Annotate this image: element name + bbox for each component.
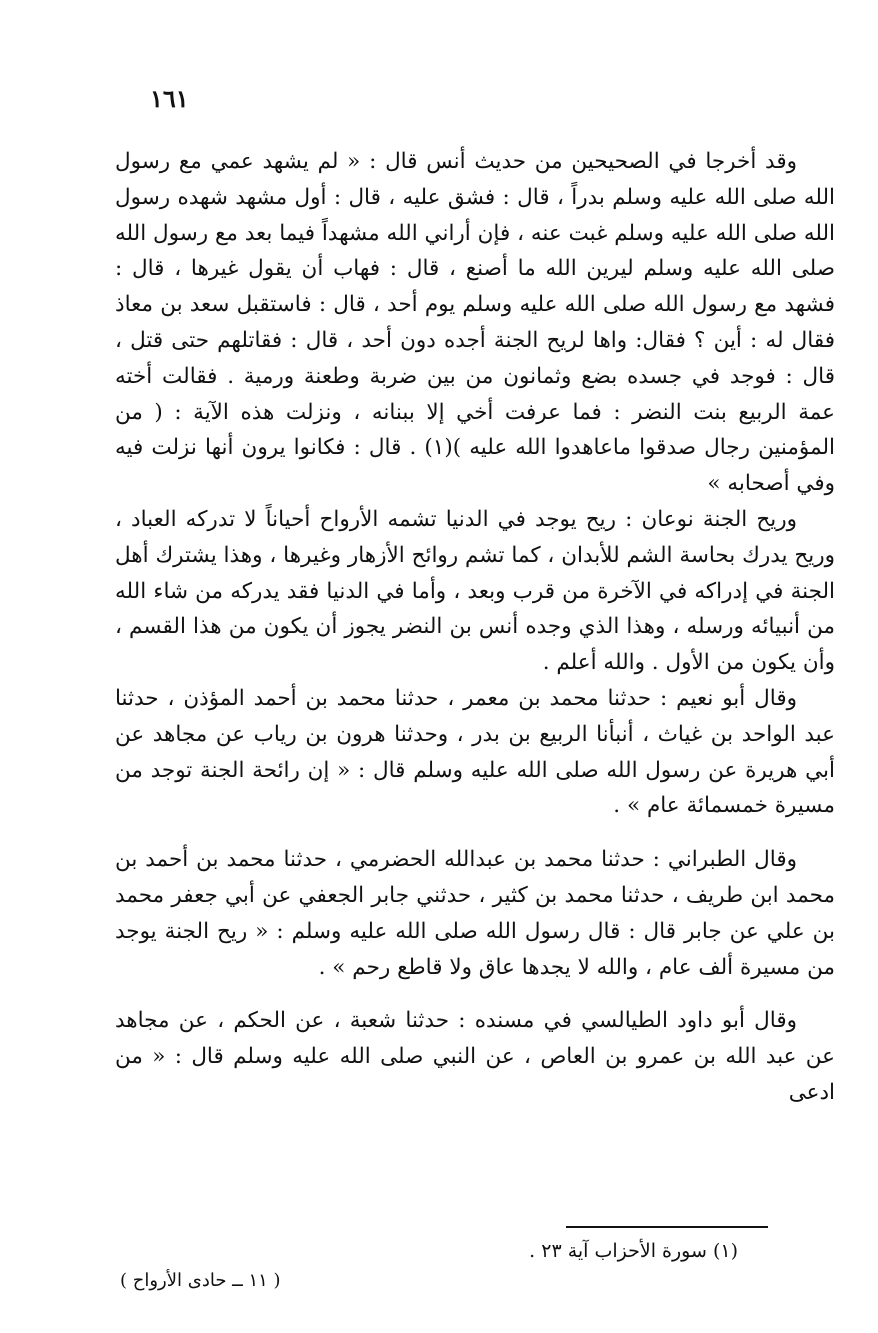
body-text	[115, 144, 835, 1111]
page-number: ١٦١	[150, 84, 189, 113]
footnote-divider	[566, 1226, 768, 1228]
printer-signature: ( ١١ ــ حادى الأرواح )	[120, 1270, 281, 1291]
paragraph-scent-types: وريح الجنة نوعان : ريح يوجد في الدنيا تشمه الأرواح أحياناً لا تدركه العباد ، وريح يدرك بحاسة الشم للأبدان ، كما تشم روائح الأزهار وغيرها ، وهذا يشترك أهل الجنة في إدراكه في الآخرة من قرب وبعد ، وأما في الدنيا فقد يدركه من شاء الله من أنبيائه ورسله ، وهذا الذي وجده أنس بن النضر يجوز أن يكون من هذا القسم ، وأن يكون من الأول . والله أعلم .	[115, 506, 835, 676]
paragraph-tayalisi: وقال أبو داود الطيالسي في مسنده : حدثنا شعبة ، عن الحكم ، عن مجاهد عن عبد الله بن عمرو بن العاص ، عن النبي صلى الله عليه وسلم قال : « من ادعى	[115, 1008, 835, 1105]
paragraph-tabarani: وقال الطبراني : حدثنا محمد بن عبدالله الحضرمي ، حدثنا محمد بن أحمد بن محمد ابن طريف ، حدثنا محمد بن كثير ، حدثني جابر الجعفي عن أبي جعفر محمد بن علي عن جابر قال : قال رسول الله صلى الله عليه وسلم : « ريح الجنة يوجد من مسيرة ألف عام ، والله لا يجدها عاق ولا قاطع رحم » .	[115, 847, 835, 980]
paragraph-abu-nuaym: وقال أبو نعيم : حدثنا محمد بن معمر ، حدثنا محمد بن أحمد المؤذن ، حدثنا عبد الواحد بن غياث ، أنبأنا الربيع بن بدر ، وحدثنا هرون بن رياب عن مجاهد عن أبي هريرة عن رسول الله صلى الله عليه وسلم قال : « إن رائحة الجنة توجد من مسيرة خمسمائة عام » .	[115, 685, 835, 819]
footnote: (١) سورة الأحزاب آية ٢٣ .	[529, 1240, 738, 1262]
paragraph-hadith-anas: وقد أخرجا في الصحيحين من حديث أنس قال : « لم يشهد عمي مع رسول الله صلى الله عليه وسلم بدراً ، قال : فشق عليه ، قال : أول مشهد شهده رسول الله صلى الله عليه وسلم غبت عنه ، فإن أراني الله مشهداً فيما بعد مع رسول الله صلى الله عليه وسلم ليرين الله ما أصنع ، قال : فهاب أن يقول غيرها ، قال : فشهد مع رسول الله صلى الله عليه وسلم يوم أحد ، قال : فاستقبل سعد بن معاذ فقال له : أين ؟ فقال: واها لريح الجنة أجده دون أحد ، قال : فقاتلهم حتى قتل ، قال : فوجد في جسده بضع وثمانون من بين ضربة وطعنة ورمية . فقالت أخته عمة الربيع بنت النضر : فما عرفت أخي إلا ببنانه ، ونزلت هذه الآية : ( من المؤمنين رجال صدقوا ماعاهدوا الله عليه )(١) . قال : فكانوا يرون أنها نزلت فيه وفي أصحابه »	[115, 149, 835, 497]
